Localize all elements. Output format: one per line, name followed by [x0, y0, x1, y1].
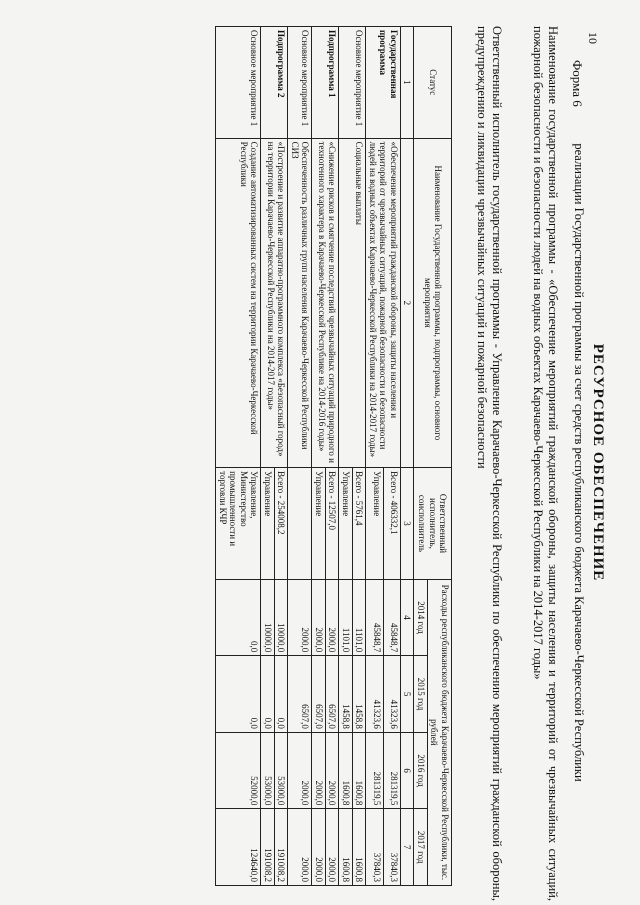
row-value: 1458,8: [353, 656, 367, 733]
row-value: 2000,0: [312, 732, 326, 809]
row-value: 2000,0: [326, 732, 340, 809]
table-row: [383, 27, 400, 886]
table-row: [216, 27, 261, 886]
row-status: Государственная программа: [366, 27, 401, 139]
row-executor: Всего - 254008,2: [275, 468, 289, 580]
row-value: 124640,0: [216, 809, 261, 886]
row-status: Основное мероприятие 1: [339, 27, 366, 139]
row-value: 1600,8: [339, 732, 353, 809]
header-year: 2015 год: [414, 656, 428, 733]
row-value: 6507,0: [288, 656, 312, 733]
row-value: 0,0: [216, 579, 261, 656]
row-value: 10000,0: [275, 579, 289, 656]
row-value: 41323,6: [366, 656, 383, 733]
col-number: 7: [401, 809, 415, 886]
row-name: «Обеспечение мероприятий гражданской обороны, защиты населения и территорий от чрезвычайных ситуаций, пожарной безопасности и безопасности людей на водных объектах Карачаево-Черкесской Республики на 2014-2017 годы»: [366, 138, 401, 468]
row-value: 2000,0: [312, 579, 326, 656]
row-value: 53000,0: [275, 732, 289, 809]
row-value: 2000,0: [312, 809, 326, 886]
row-status: Основное мероприятие 1: [216, 27, 261, 139]
row-value: 1101,0: [353, 579, 367, 656]
row-value: 0,0: [261, 656, 275, 733]
row-value: 1458,8: [339, 656, 353, 733]
row-value: 6507,0: [312, 656, 326, 733]
row-executor: Всего - 5761,4: [353, 468, 367, 580]
header-year: 2014 год: [414, 579, 428, 656]
table-row: [326, 27, 340, 886]
header-executor: Ответственный исполнитель, соисполнитель: [414, 468, 452, 580]
row-value: 1101,0: [339, 579, 353, 656]
header-year: 2016 год: [414, 732, 428, 809]
table-row: [288, 27, 312, 886]
col-number: 2: [401, 138, 415, 468]
row-value: 2000,0: [288, 809, 312, 886]
row-status: Подпрограмма 1: [312, 27, 339, 139]
row-name: Обеспеченность различных групп населения Карачаево-Черкесской Республики СИЗ: [288, 138, 312, 468]
row-value: 10000,0: [261, 579, 275, 656]
col-number: 3: [401, 468, 415, 580]
row-value: 191008,2: [261, 809, 275, 886]
row-executor: Всего - 12507,0: [326, 468, 340, 580]
row-value: 53000,0: [261, 732, 275, 809]
row-value: 41323,6: [383, 656, 400, 733]
row-executor: [288, 468, 312, 580]
row-name: Создание автоматизированных систем на территории Карачаево-Черкесской Республики: [216, 138, 261, 468]
row-value: 45848,7: [383, 579, 400, 656]
program-name-line: Наименование государственной программы - «Обеспечение мероприятий гражданской обороны, защиты населения и территорий от чрезвычайных ситуаций, пожарной безопасности и безопасности людей на водных объектах Карачаево-Черкесской Республики на 2014-2017 годы»: [531, 26, 560, 901]
resource-table: [216, 26, 453, 886]
row-executor: Управление: [312, 468, 326, 580]
row-executor: Всего - 406332,1: [383, 468, 400, 580]
row-value: 37840,3: [383, 809, 400, 886]
row-value: 2000,0: [288, 732, 312, 809]
row-value: 281319,5: [383, 732, 400, 809]
row-value: 2000,0: [288, 579, 312, 656]
col-number: 6: [401, 732, 415, 809]
row-value: 1600,8: [353, 732, 367, 809]
row-value: 2000,0: [326, 809, 340, 886]
row-name: Социальные выплаты: [339, 138, 366, 468]
row-name: «Снижение рисков и смягчение последствий чрезвычайных ситуаций природного и техногенного характера в Карачаево-Черкесской Республике на 2014-2016 годы»: [312, 138, 339, 468]
header-year: 2017 год: [414, 809, 428, 886]
table-row: [275, 27, 289, 886]
col-number: 4: [401, 579, 415, 656]
row-status: Подпрограмма 2: [261, 27, 288, 139]
header-expenses: Расходы республиканского бюджета Карачаево-Черкесской Республики, тыс. рублей: [428, 579, 452, 885]
header-status: Статус: [414, 27, 452, 139]
row-executor: Управление: [261, 468, 275, 580]
header-name: Наименование Государственной программы, подпрограммы, основного мероприятия: [414, 138, 452, 468]
document-title: РЕСУРСНОЕ ОБЕСПЕЧЕНИЕ: [590, 343, 606, 582]
row-name: «Построение и развитие аппаратно-программного комплекса «Безопасный город» на территории Карачаево-Черкесской Республики на 2014-2017 годы»: [261, 138, 288, 468]
row-value: 45848,7: [366, 579, 383, 656]
row-executor: Управление, Министерство промышленности и торговли КЧР: [216, 468, 261, 580]
row-value: 281319,5: [366, 732, 383, 809]
table-row: [353, 27, 367, 886]
row-status: Основное мероприятие 1: [288, 27, 312, 139]
row-value: 1600,8: [353, 809, 367, 886]
page-number: 10: [586, 32, 600, 44]
row-value: 0,0: [275, 656, 289, 733]
row-executor: Управление: [339, 468, 353, 580]
row-executor: Управление: [366, 468, 383, 580]
row-value: 1600,8: [339, 809, 353, 886]
row-value: 0,0: [216, 656, 261, 733]
col-number: 1: [401, 27, 415, 139]
executor-line: Ответственный исполнитель государственной программы - Управление Карачаево-Черкесской Республики по обеспечению мероприятий гражданской обороны, предупреждению и ликвидации чрезвычайных ситуаций и пожарной безопасности: [475, 26, 504, 901]
row-value: 191008,2: [275, 809, 289, 886]
row-value: 6507,0: [326, 656, 340, 733]
form-label: Форма 6: [570, 60, 585, 107]
col-number: 5: [401, 656, 415, 733]
row-value: 52000,0: [216, 732, 261, 809]
document-body: [12, 20, 612, 905]
row-value: 2000,0: [326, 579, 340, 656]
document-subtitle: реализации Государственной программы за счет средств республиканского бюджета Карачаево-Черкесской Республики: [572, 143, 586, 782]
row-value: 37840,3: [366, 809, 383, 886]
